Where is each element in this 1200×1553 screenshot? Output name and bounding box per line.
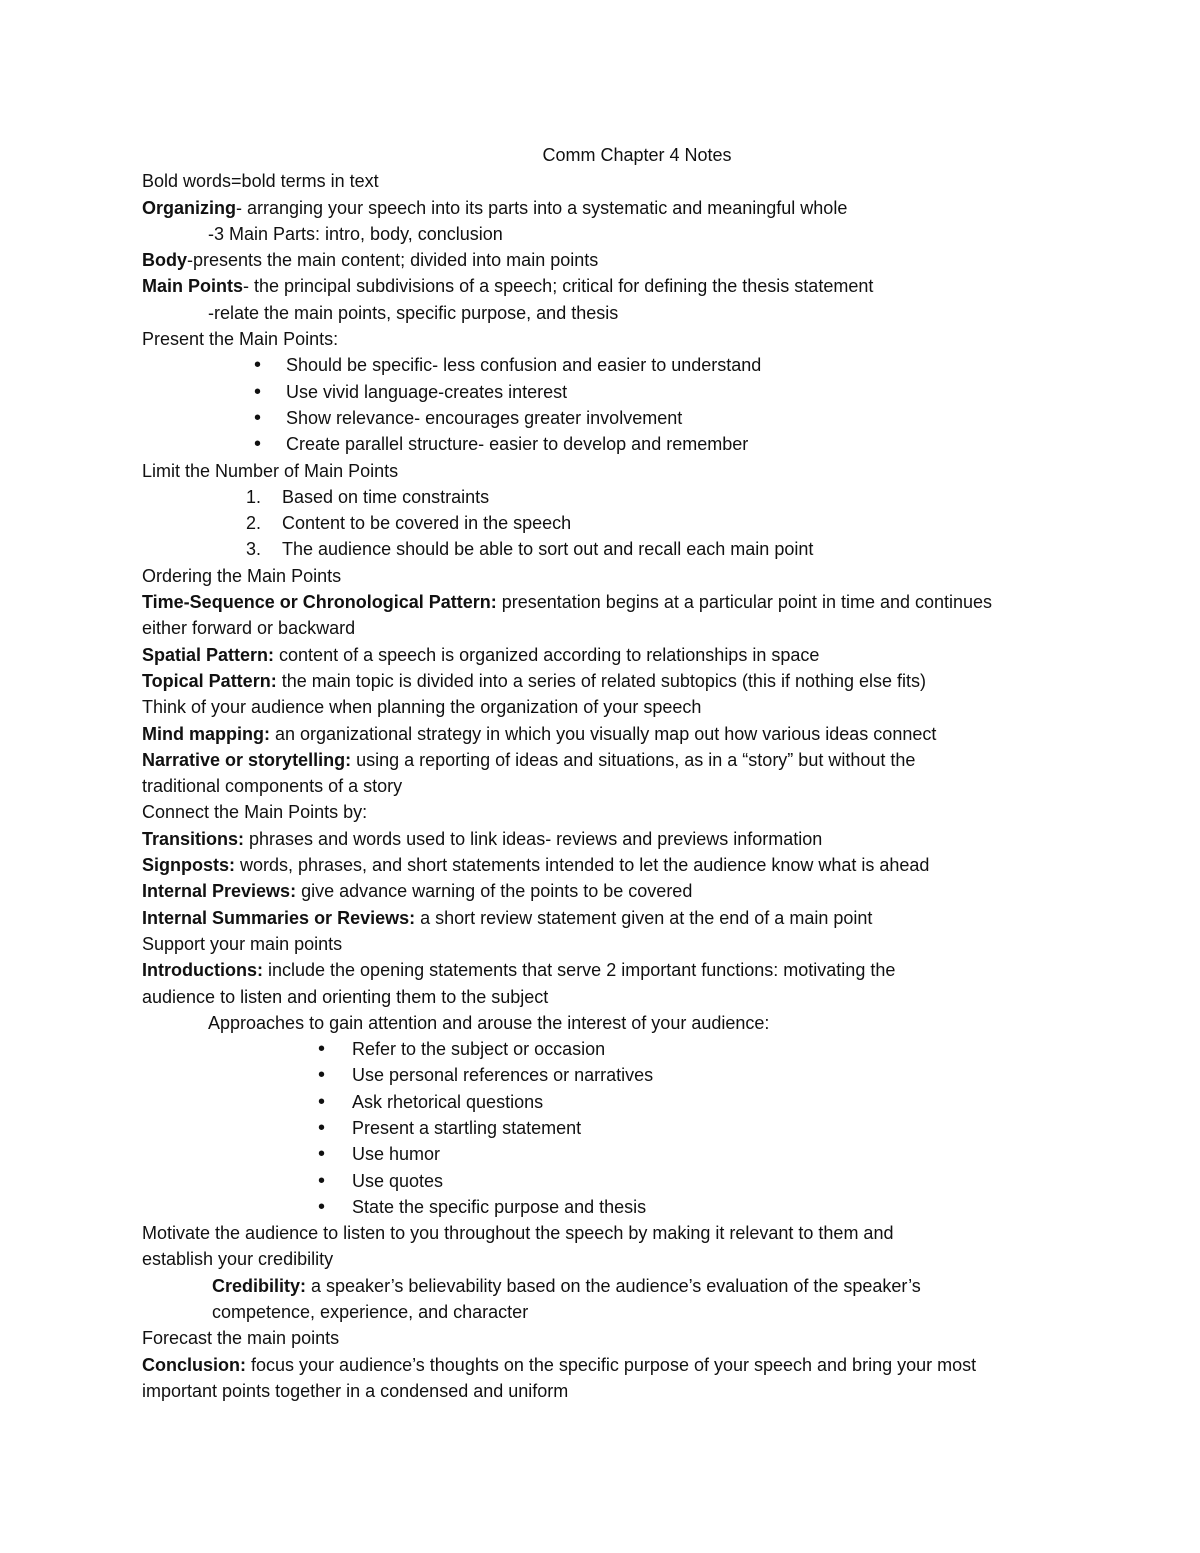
connect-heading: Connect the Main Points by: — [142, 802, 368, 823]
body-entry — [142, 247, 1062, 273]
credibility-cont: competence, experience, and character — [212, 1302, 529, 1323]
term: Body — [142, 250, 187, 271]
definition: - arranging your speech into its parts into a systematic and meaningful whole — [236, 197, 848, 218]
definition: a speaker’s believability based on the audience’s evaluation of the speaker’s — [306, 1275, 921, 1296]
definition: words, phrases, and short statements intended to let the audience know what is ahead — [235, 855, 930, 876]
definition: an organizational strategy in which you visually map out how various ideas connect — [269, 723, 937, 744]
term: Organizing — [142, 197, 236, 218]
definition: - the principal subdivisions of a speech; critical for defining the thesis statement — [243, 276, 874, 297]
list-item: • Use humor — [142, 1141, 1062, 1167]
spatial-entry — [142, 642, 1062, 668]
time-sequence-cont: either forward or backward — [142, 618, 356, 639]
definition: include the opening statements that serve 2 important functions: motivating the — [262, 960, 896, 981]
list-item-text: Content to be covered in the speech — [282, 513, 572, 534]
approaches-heading: Approaches to gain attention and arouse the interest of your audience: — [208, 1012, 770, 1033]
definition: the main topic is divided into a series of related subtopics (this if nothing else fits) — [276, 670, 927, 691]
list-item — [142, 536, 1062, 562]
relate-line: -relate the main points, specific purpose, and thesis — [208, 302, 619, 323]
motivate-line-cont: establish your credibility — [142, 1249, 334, 1270]
page-title: Comm Chapter 4 Notes — [542, 145, 732, 165]
transitions-entry — [142, 826, 1062, 852]
definition: content of a speech is organized according to relationships in space — [274, 644, 820, 665]
limit-heading: Limit the Number of Main Points — [142, 460, 399, 481]
introductions-entry — [142, 957, 1062, 983]
list-item: • State the specific purpose and thesis — [142, 1194, 1062, 1220]
term: Main Points — [142, 276, 244, 297]
list-item: • Should be specific- less confusion and easier to understand — [142, 352, 1062, 378]
definition: give advance warning of the points to be covered — [296, 881, 693, 902]
list-item: • Ask rhetorical questions — [142, 1089, 1062, 1115]
definition: focus your audience’s thoughts on the specific purpose of your speech and bring your most — [246, 1354, 977, 1375]
time-sequence-entry — [142, 589, 1062, 615]
term: Spatial Pattern: — [142, 644, 275, 665]
list-item: • Use quotes — [142, 1168, 1062, 1194]
topical-entry — [142, 668, 1062, 694]
narrative-cont: traditional components of a story — [142, 776, 403, 797]
definition: -presents the main content; divided into main points — [187, 250, 599, 271]
list-item: • Show relevance- encourages greater involvement — [142, 405, 1062, 431]
list-item: • Present a startling statement — [142, 1115, 1062, 1141]
term: Topical Pattern: — [142, 670, 277, 691]
think-line: Think of your audience when planning the organization of your speech — [142, 697, 702, 718]
list-item: • Refer to the subject or occasion — [142, 1036, 1062, 1062]
document-body — [142, 142, 1062, 1404]
motivate-line: Motivate the audience to listen to you throughout the speech by making it relevant to them and — [142, 1223, 894, 1244]
list-number: 1. — [246, 486, 262, 507]
list-item: • Use personal references or narratives — [142, 1062, 1062, 1088]
list-item-text: Based on time constraints — [282, 486, 490, 507]
definition: using a reporting of ideas and situations, as in a “story” but without the — [351, 749, 916, 770]
list-item: • Use vivid language-creates interest — [142, 379, 1062, 405]
list-item: • Create parallel structure- easier to develop and remember — [142, 431, 1062, 457]
term: Conclusion: — [142, 1354, 246, 1375]
definition: a short review statement given at the end of a main point — [415, 907, 873, 928]
internal-previews-entry — [142, 878, 1062, 904]
ordering-heading: Ordering the Main Points — [142, 565, 342, 586]
list-item — [142, 510, 1062, 536]
conclusion-cont: important points together in a condensed and uniform — [142, 1380, 569, 1401]
internal-summaries-entry — [142, 905, 1062, 931]
main-parts-line: -3 Main Parts: intro, body, conclusion — [208, 223, 503, 244]
mind-mapping-entry — [142, 721, 1062, 747]
term: Time-Sequence or Chronological Pattern: — [142, 592, 497, 613]
term: Internal Previews: — [142, 881, 297, 902]
narrative-entry — [142, 747, 1062, 773]
term: Introductions: — [142, 960, 263, 981]
definition: phrases and words used to link ideas- reviews and previews information — [244, 828, 823, 849]
conclusion-entry — [142, 1352, 1062, 1378]
credibility-entry — [142, 1273, 1062, 1299]
organizing-entry — [142, 195, 1062, 221]
forecast-line: Forecast the main points — [142, 1328, 340, 1349]
definition: presentation begins at a particular point in time and continues — [496, 592, 993, 613]
signposts-entry — [142, 852, 1062, 878]
list-number: 3. — [246, 539, 262, 560]
support-line: Support your main points — [142, 933, 343, 954]
present-heading: Present the Main Points: — [142, 329, 339, 350]
term: Narrative or storytelling: — [142, 749, 352, 770]
list-item — [142, 484, 1062, 510]
intro-line: Bold words=bold terms in text — [142, 171, 379, 192]
term: Mind mapping: — [142, 723, 270, 744]
term: Signposts: — [142, 855, 235, 876]
main-points-entry — [142, 273, 1062, 299]
term: Credibility: — [212, 1275, 307, 1296]
term: Internal Summaries or Reviews: — [142, 907, 416, 928]
term: Transitions: — [142, 828, 245, 849]
introductions-cont: audience to listen and orienting them to the subject — [142, 986, 549, 1007]
list-number: 2. — [246, 513, 262, 534]
list-item-text: The audience should be able to sort out and recall each main point — [282, 539, 814, 560]
